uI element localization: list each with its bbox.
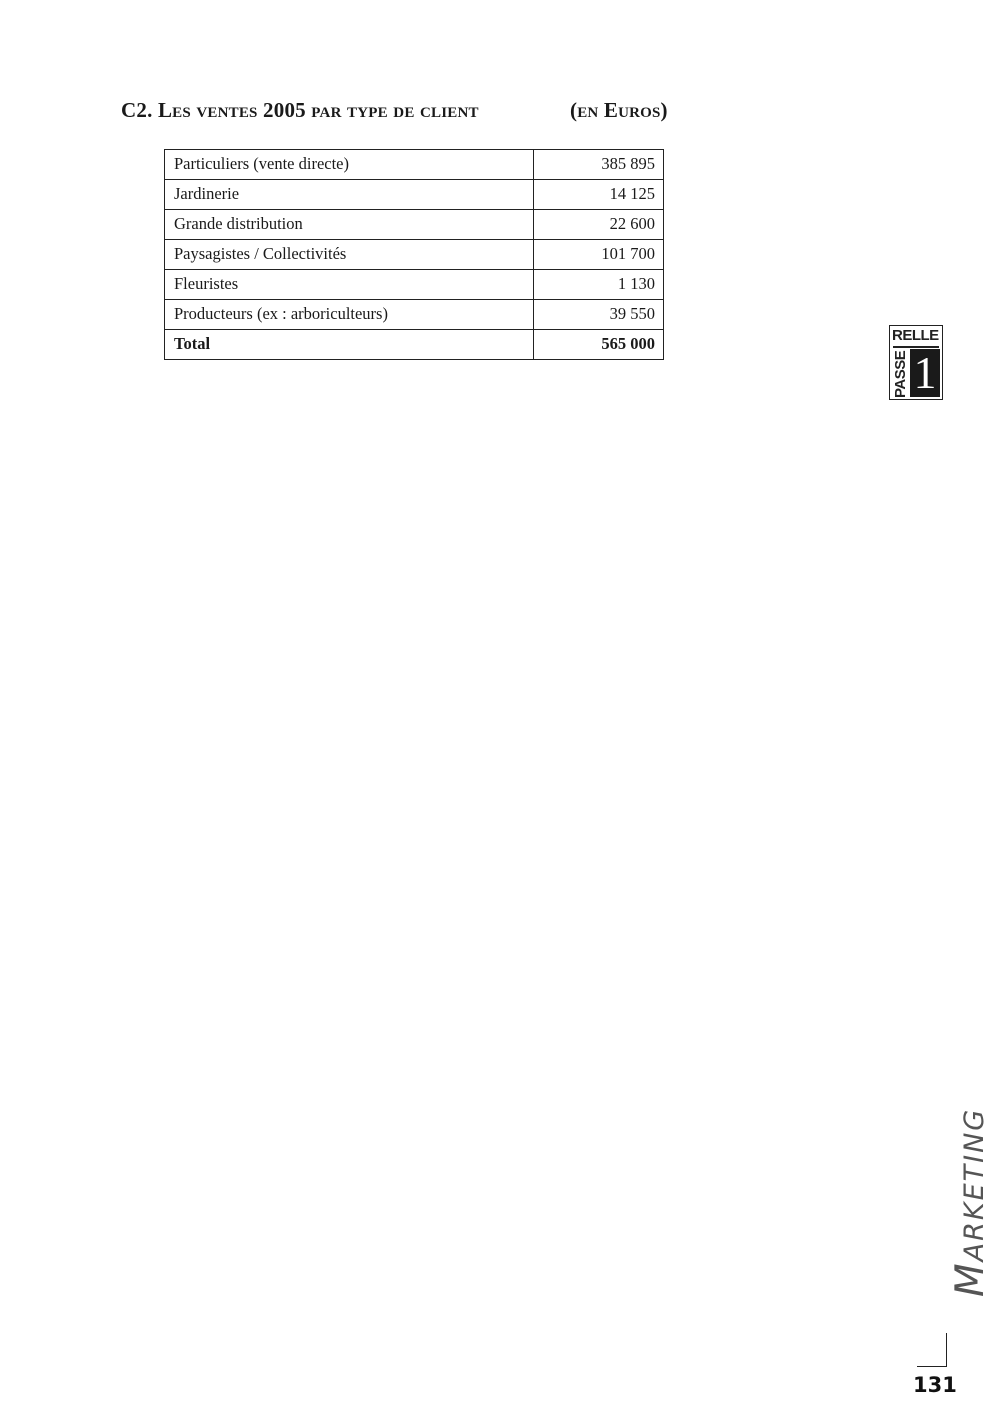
row-label: Grande distribution [165,210,534,240]
row-value: 101 700 [534,240,664,270]
row-value: 22 600 [534,210,664,240]
total-value: 565 000 [534,330,664,360]
row-value: 39 550 [534,300,664,330]
total-row [165,330,664,360]
table-row [165,210,664,240]
table-row [165,180,664,210]
badge-number: 1 [910,349,940,397]
table-row [165,240,664,270]
total-label: Total [165,330,534,360]
badge-side-word: PASSE [892,350,909,398]
row-label: Particuliers (vente directe) [165,150,534,180]
passerelle-badge [889,325,943,400]
sales-by-client-table [164,149,664,360]
table-row [165,270,664,300]
page-number: 131 [913,1373,957,1397]
row-label: Jardinerie [165,180,534,210]
row-label: Producteurs (ex : arboriculteurs) [165,300,534,330]
row-label: Fleuristes [165,270,534,300]
row-value: 14 125 [534,180,664,210]
badge-top-word: RELLE [892,327,939,344]
section-title: C2. Les ventes 2005 par type de client [121,98,479,122]
table-body [165,150,664,360]
row-value: 1 130 [534,270,664,300]
section-side-label: Marketing [948,1107,993,1297]
table-row [165,150,664,180]
page-corner-mark [917,1333,947,1367]
row-value: 385 895 [534,150,664,180]
section-heading [121,98,681,126]
currency-unit: (en Euros) [570,98,668,122]
row-label: Paysagistes / Collectivités [165,240,534,270]
table-row [165,300,664,330]
